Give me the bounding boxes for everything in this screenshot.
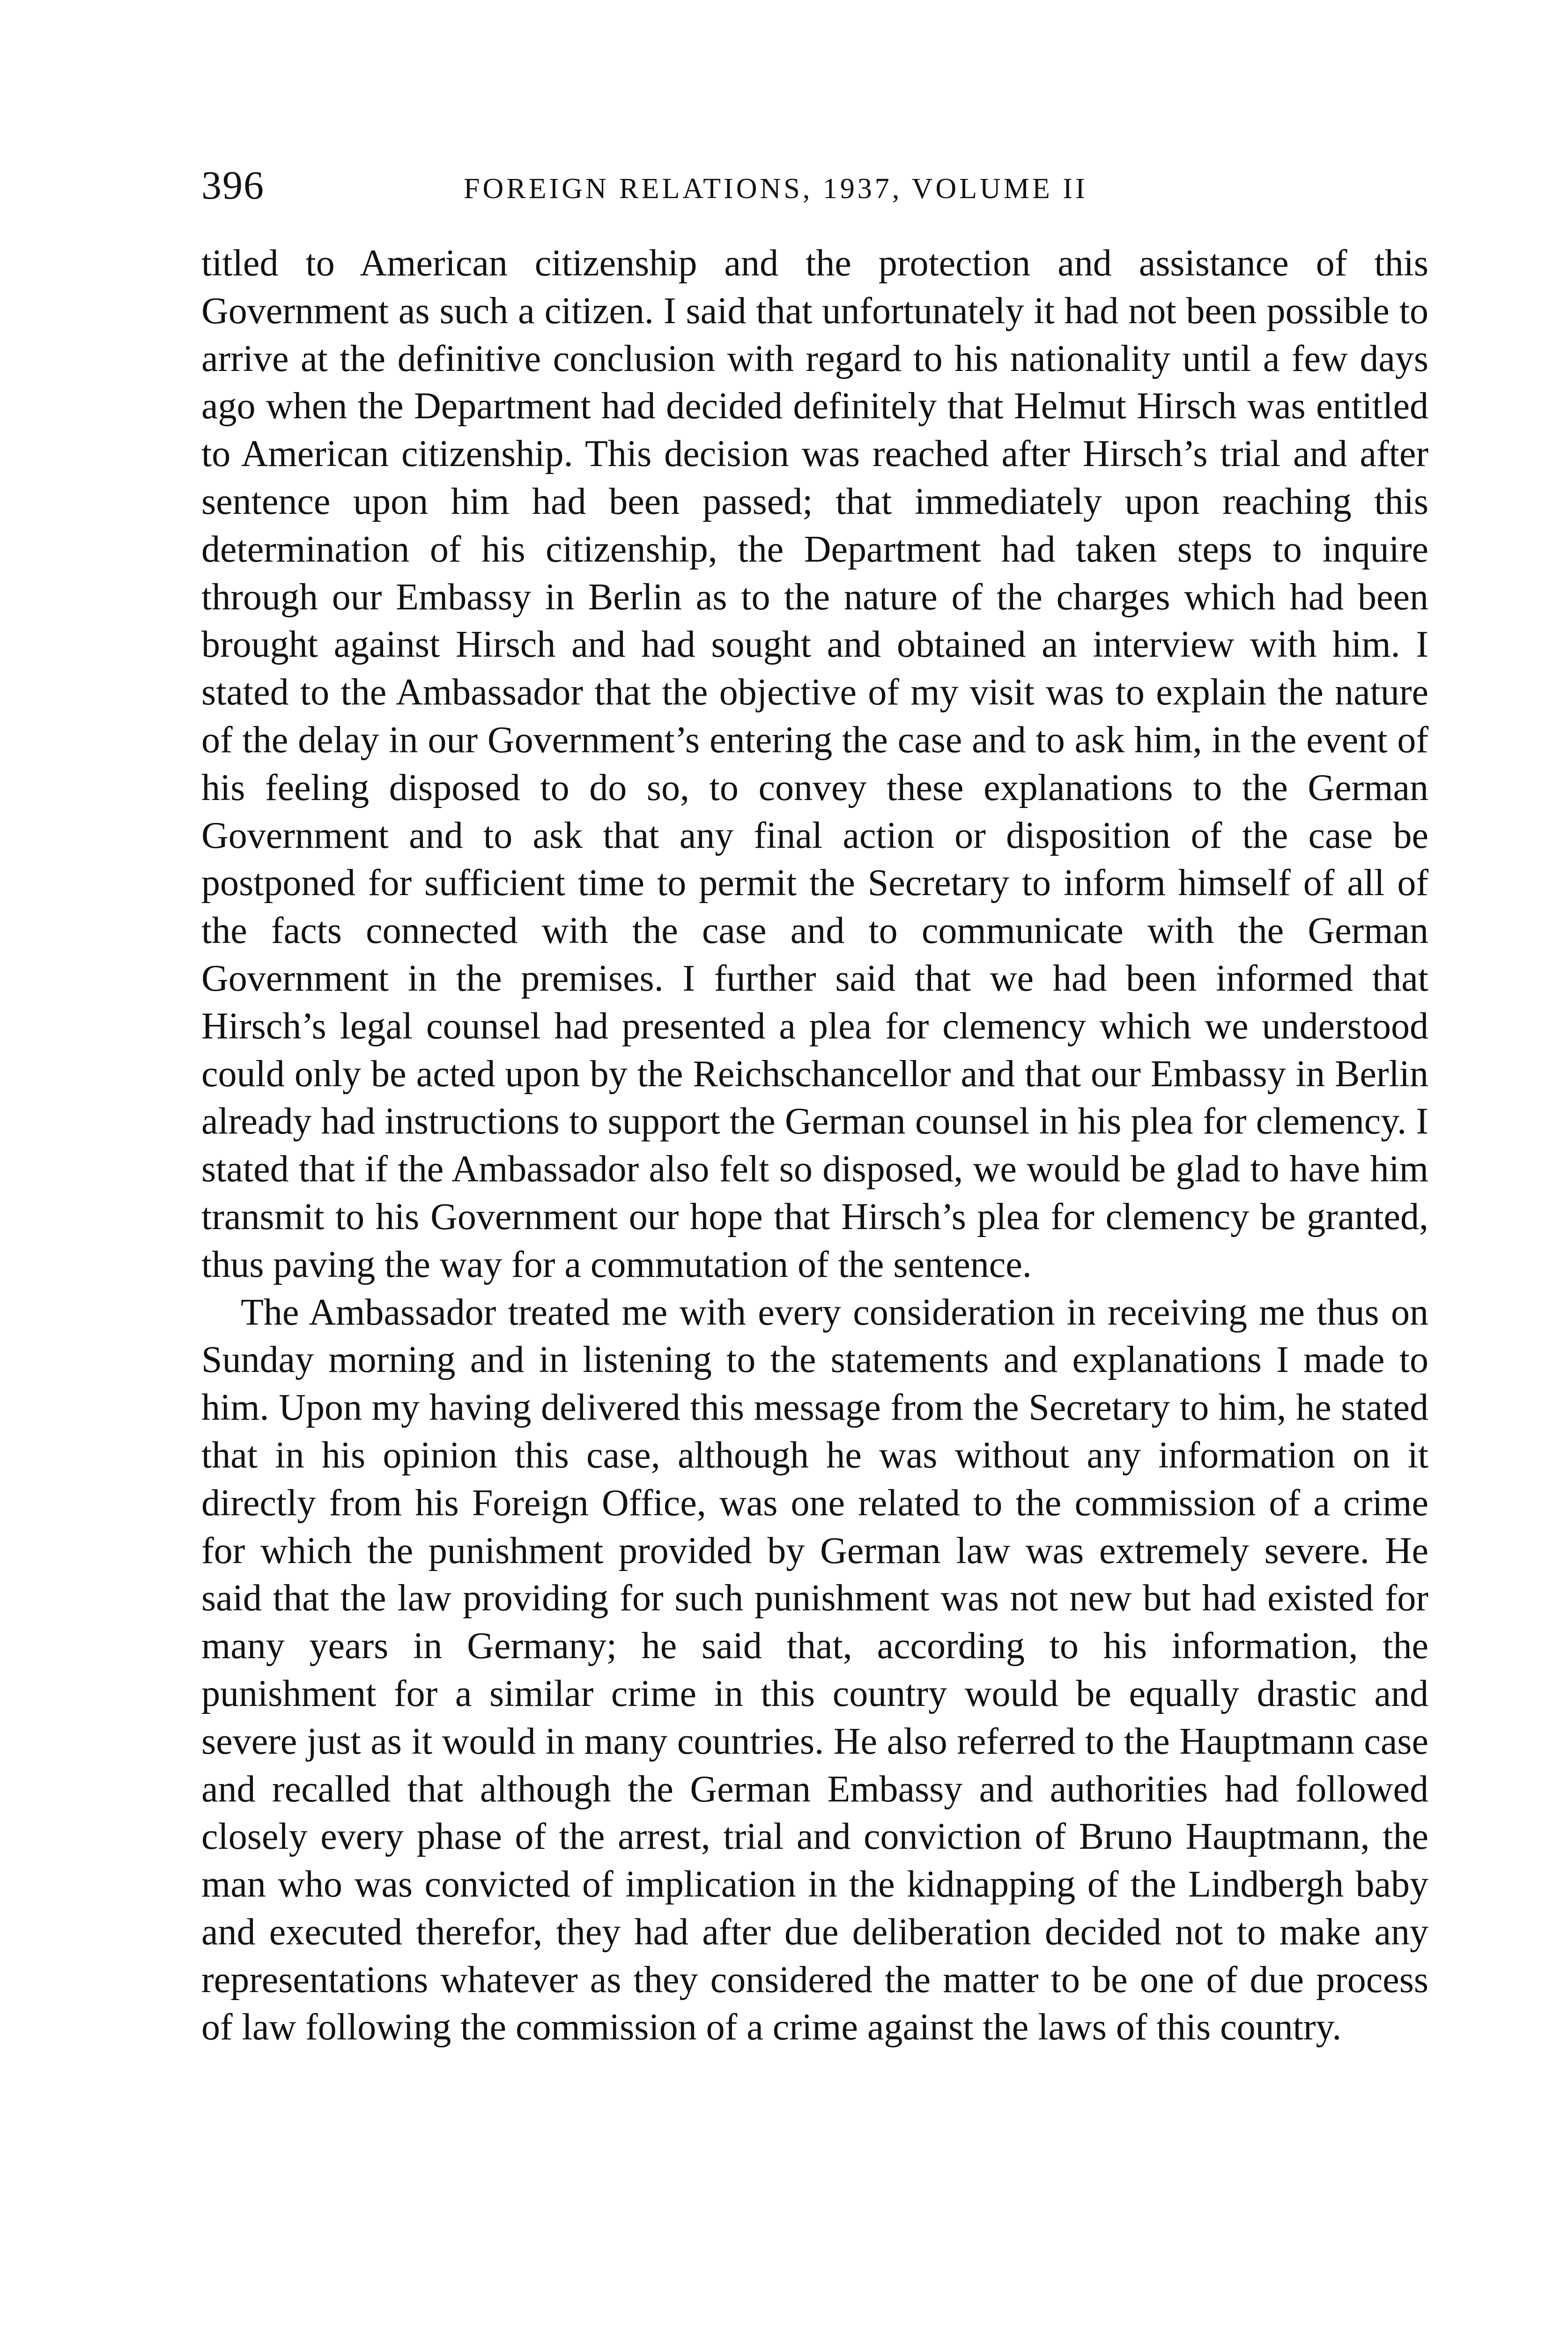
paragraph-ambassador-response: The Ambassador treated me with every consideration in receiving me thus on Sunday morning and in listening to the statements and explanations I made to him. Upon my having delivered this message from the Secretary to him, he stated that in his opinion this case, although he was without any information on it directly from his Foreign Office, was one related to the commission of a crime for which the punishment provided by German law was extremely severe. He said that the law providing for such punishment was not new but had existed for many years in Germany; he said that, according to his information, the punishment for a similar crime in this country would be equally drastic and severe just as it would in many countries. He also referred to the Hauptmann case and recalled that although the German Embassy and authorities had followed closely every phase of the arrest, trial and conviction of Bruno Hauptmann, the man who was convicted of implication in the kidnapping of the Lindbergh baby and executed therefor, they had after due deliberation decided not to make any representations whatever as they considered the matter to be one of due process of law following the commission of a crime against the laws of this country.	[201, 1291, 1428, 2048]
page-number: 396	[201, 163, 265, 208]
running-head-title: FOREIGN RELATIONS, 1937, VOLUME II	[464, 173, 1088, 205]
paragraph-continued: titled to American citizenship and the protection and assistance of this Government as such a citizen. I said that unfortunately it had not been possible to arrive at the definitive conclusion with regard to his nationality until a few days ago when the Department had decided definitely that Helmut Hirsch was entitled to American citizenship. This decision was reached after Hirsch’s trial and after sentence upon him had been passed; that immediately upon reaching this determination of his citizenship, the Department had taken steps to inquire through our Embassy in Berlin as to the nature of the charges which had been brought against Hirsch and had sought and obtained an interview with him. I stated to the Ambassador that the objective of my visit was to explain the nature of the delay in our Government’s entering the case and to ask him, in the event of his feeling disposed to do so, to convey these explanations to the German Government and to ask that any final action or disposition of the case be postponed for sufficient time to permit the Secretary to inform himself of all of the facts connected with the case and to communicate with the German Government in the premises. I further said that we had been informed that Hirsch’s legal counsel had presented a plea for clemency which we understood could only be acted upon by the Reichschancellor and that our Embassy in Berlin already had instructions to support the German counsel in his plea for clemency. I stated that if the Ambassador also felt so disposed, we would be glad to have him transmit to his Government our hope that Hirsch’s plea for clemency be granted, thus paving the way for a commutation of the sentence.	[201, 243, 1428, 1285]
body-text	[201, 240, 1428, 2052]
running-head	[201, 159, 1428, 211]
